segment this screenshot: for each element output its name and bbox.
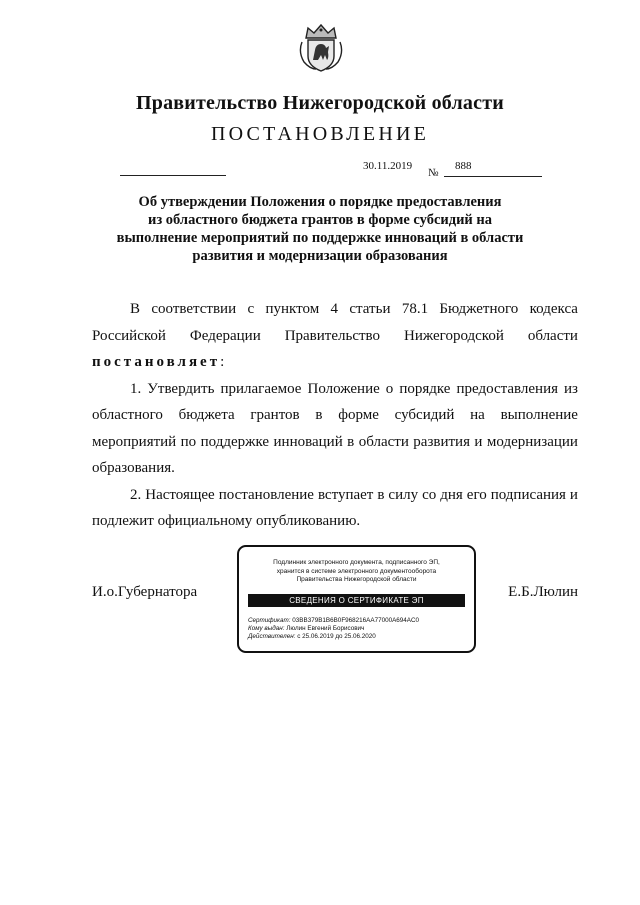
number-sign: № <box>428 167 439 179</box>
coat-of-arms-icon <box>298 22 344 74</box>
body-line <box>92 429 578 456</box>
body-word: областного <box>92 407 163 423</box>
body-word: соответствии <box>151 301 237 317</box>
body-word: прилагаемое <box>220 380 302 397</box>
certificate-label: Сертификат: <box>248 617 291 624</box>
body-word: Правительство <box>284 327 381 344</box>
electronic-signature-stamp <box>237 545 476 653</box>
body-word: Настоящее <box>145 486 215 503</box>
body-word: форме <box>338 407 379 423</box>
number-underline <box>444 176 542 177</box>
document-body <box>92 296 578 535</box>
issued-row <box>248 625 419 633</box>
body-line <box>92 323 578 350</box>
body-word: области <box>527 327 578 344</box>
body-word: Российской <box>92 327 166 344</box>
body-word: из <box>564 380 578 397</box>
subject-line: из областного бюджета грантов в форме субсидий на <box>147 212 493 228</box>
body-word: в <box>347 433 355 450</box>
body-line <box>92 402 578 429</box>
document-type: ПОСТАНОВЛЕНИЕ <box>210 123 430 145</box>
certificate-row <box>248 617 419 625</box>
body-word: 78.1 <box>401 301 429 317</box>
body-word: В <box>130 301 141 317</box>
valid-label: Действителен: <box>248 633 296 640</box>
certificate-details <box>248 617 419 641</box>
body-word: со <box>422 486 437 503</box>
body-word: инноваций <box>273 433 343 450</box>
body-word: кодекса <box>529 301 578 317</box>
subject-line: выполнение мероприятий по поддержке инноваций в области <box>116 230 524 246</box>
body-word: 2. <box>130 486 142 503</box>
body-word: его <box>466 486 487 503</box>
valid-row <box>248 633 419 641</box>
signer-name: Е.Б.Люлин <box>508 584 578 600</box>
body-word: субсидий <box>394 407 455 423</box>
issued-label: Кому выдан: <box>248 625 285 632</box>
certificate-value: 03BB379B1B6B0F968216AA77000A694AC0 <box>292 617 420 624</box>
body-line <box>92 349 578 376</box>
subject-line: развития и модернизации образования <box>192 248 448 264</box>
stamp-intro-line: хранится в системе электронного документооборота <box>276 567 437 575</box>
body-line: подлежит официальному опубликованию. <box>92 513 361 529</box>
body-word: Нижегородской <box>403 327 504 344</box>
body-word: Бюджетного <box>439 301 519 317</box>
body-word: Утвердить <box>147 380 215 397</box>
document-date: 30.11.2019 <box>363 160 413 172</box>
body-line <box>92 482 578 509</box>
body-word: области <box>358 433 409 450</box>
decree-colon: : <box>220 354 225 370</box>
signer-role: И.о.Губернатора <box>92 584 198 600</box>
stamp-intro <box>239 559 474 585</box>
subject-line: Об утверждении Положения о порядке предоставления <box>138 194 502 210</box>
body-word: в <box>315 407 323 423</box>
body-line: образования. <box>92 460 175 476</box>
document-number: 888 <box>455 160 472 172</box>
body-word: силу <box>388 486 419 503</box>
body-word: порядке <box>399 380 451 397</box>
body-word: развития <box>413 433 470 450</box>
stamp-intro-line: Подлинник электронного документа, подписанного ЭП, <box>273 559 440 566</box>
certificate-info-bar: СВЕДЕНИЯ О СЕРТИФИКАТЕ ЭП <box>248 594 465 607</box>
issued-value: Люлин Евгений Борисович <box>286 625 365 632</box>
body-word: выполнение <box>500 407 578 423</box>
government-name: Правительство Нижегородской области <box>136 92 504 114</box>
body-line <box>92 296 578 323</box>
body-word: и <box>474 433 483 450</box>
blank-underline <box>120 175 226 176</box>
body-word: предоставления <box>456 380 558 397</box>
body-word: в <box>377 486 385 503</box>
body-word: дня <box>440 486 463 503</box>
body-word: Положение <box>307 380 380 397</box>
body-word: 4 <box>330 301 339 317</box>
stamp-intro-line: Правительства Нижегородской области <box>296 576 417 583</box>
body-word: и <box>569 486 578 503</box>
body-word: на <box>470 407 485 423</box>
body-word: Федерации <box>189 327 261 344</box>
body-line <box>92 376 578 403</box>
body-word: пунктом <box>265 301 320 317</box>
body-word: вступает <box>317 486 374 503</box>
body-word: о <box>385 380 394 397</box>
body-word: 1. <box>130 380 142 397</box>
body-word: с <box>247 301 255 317</box>
body-word: постановление <box>218 486 314 503</box>
body-word: мероприятий <box>92 433 177 450</box>
document-subject <box>110 193 530 265</box>
body-word: бюджета <box>178 407 235 423</box>
body-word: подписания <box>490 486 566 503</box>
valid-value: с 25.06.2019 до 25.06.2020 <box>297 633 376 640</box>
body-word: по <box>180 433 197 450</box>
body-word: модернизации <box>486 433 578 450</box>
body-word: грантов <box>250 407 300 423</box>
decree-word: постановляет <box>92 354 221 370</box>
body-word: поддержке <box>200 433 270 450</box>
body-word: статьи <box>349 301 391 317</box>
